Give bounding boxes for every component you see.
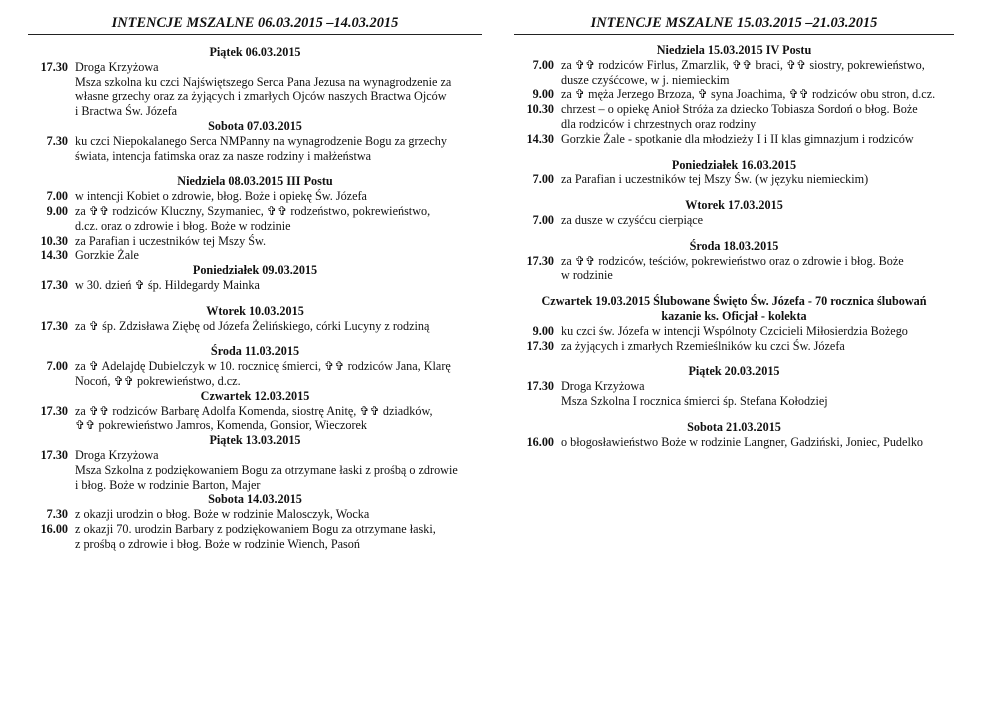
day-title: Środa 18.03.2015 bbox=[689, 238, 779, 253]
mass-time: 16.00 bbox=[40, 521, 68, 536]
mass-time: 14.30 bbox=[40, 248, 68, 263]
day-block bbox=[28, 119, 482, 163]
mass-time: 9.00 bbox=[532, 323, 554, 338]
mass-time: 9.00 bbox=[532, 87, 554, 102]
intention-text: w 30. dzień ✞ śp. Hildegardy Mainka bbox=[75, 277, 260, 292]
intention-entry bbox=[514, 132, 954, 147]
day-block bbox=[28, 433, 482, 492]
intention-text: chrzest – o opiekę Anioł Stróża za dziecko Tobiasza Sordoń o błog. Boże dla rodziców i chrzestnych oraz rodziny bbox=[561, 102, 918, 131]
intention-entry bbox=[28, 448, 482, 492]
day-title: Piątek 06.03.2015 bbox=[209, 45, 301, 59]
intention-entry bbox=[28, 134, 482, 164]
mass-time: 7.00 bbox=[532, 172, 554, 187]
intention-text: za ✞✞ rodziców Kluczny, Szymaniec, ✞✞ rodzeństwo, pokrewieństwo, d.cz. oraz o zdrowie i błog. Boże w rodzinie bbox=[75, 203, 431, 233]
mass-time: 10.30 bbox=[526, 102, 554, 117]
mass-time: 17.30 bbox=[40, 59, 68, 74]
intention-entry bbox=[514, 435, 954, 450]
intention-entry bbox=[514, 58, 954, 88]
mass-time: 7.00 bbox=[532, 57, 554, 72]
mass-time: 7.00 bbox=[46, 359, 68, 374]
right-column-title: INTENCJE MSZALNE 15.03.2015 –21.03.2015 bbox=[514, 14, 954, 35]
day-title: Wtorek 17.03.2015 bbox=[685, 198, 783, 213]
left-days bbox=[28, 45, 482, 552]
day-title: Czwartek 12.03.2015 bbox=[200, 388, 310, 403]
intention-text: Droga Krzyżowa Msza szkolna ku czci Najświętszego Serca Pana Jezusa na wynagrodzenie za własne grzechy oraz za żyjących i zmarłych Ojców naszych Bractwa Ojców i Bractwa Św. Józefa bbox=[75, 59, 452, 119]
intention-entry bbox=[28, 404, 482, 434]
intention-entry bbox=[28, 60, 482, 119]
intention-text: za Parafian i uczestników tej Mszy Św. (w języku niemieckim) bbox=[561, 172, 869, 187]
intention-text: Droga Krzyżowa Msza Szkolna z podziękowaniem Bogu za otrzymane łaski z prośbą o zdrowie i błog. Boże w rodzinie Barton, Majer bbox=[75, 447, 458, 492]
intention-text: za ✞✞ rodziców Barbarę Adolfa Komenda, siostrę Anitę, ✞✞ dziadków, ✞✞ pokrewieństwo Jamros, Komenda, Gonsior, Wieczorek bbox=[75, 403, 433, 433]
intention-text: Gorzkie Żale - spotkanie dla młodzieży I i II klas gimnazjum i rodziców bbox=[561, 131, 914, 146]
mass-time: 17.30 bbox=[526, 379, 554, 394]
mass-time: 17.30 bbox=[40, 447, 68, 462]
mass-time: 17.30 bbox=[40, 318, 68, 333]
day-block bbox=[28, 492, 482, 551]
mass-time: 17.30 bbox=[40, 277, 68, 292]
intention-text: o błogosławieństwo Boże w rodzinie Langner, Gadziński, Joniec, Pudelko bbox=[561, 434, 924, 449]
intention-entry bbox=[514, 87, 954, 102]
intention-entry bbox=[28, 204, 482, 234]
mass-time: 7.00 bbox=[532, 212, 554, 227]
day-title: Sobota 21.03.2015 bbox=[687, 419, 781, 434]
day-title: Poniedziałek 09.03.2015 bbox=[192, 263, 318, 278]
day-block bbox=[514, 420, 954, 450]
intention-entry bbox=[514, 213, 954, 228]
right-days bbox=[514, 43, 954, 449]
intention-text: za ✞✞ rodziców, teściów, pokrewieństwo oraz o zdrowie i błog. Boże w rodzinie bbox=[561, 253, 904, 283]
mass-time: 17.30 bbox=[526, 338, 554, 353]
mass-time: 17.30 bbox=[526, 253, 554, 268]
intention-entry bbox=[514, 254, 954, 284]
left-column bbox=[28, 14, 482, 552]
intention-text: ku czci Niepokalanego Serca NMPanny na wynagrodzenie Bogu za grzechy świata, intencja fatimska oraz za nasze rodziny i małżeństwa bbox=[75, 133, 447, 163]
day-block bbox=[514, 198, 954, 228]
day-title: Wtorek 10.03.2015 bbox=[206, 303, 304, 318]
mass-time: 14.30 bbox=[526, 131, 554, 146]
intention-text: za ✞✞ rodziców Firlus, Zmarzlik, ✞✞ braci, ✞✞ siostry, pokrewieństwo, dusze czyśćcowe, w j. niemieckim bbox=[561, 57, 925, 87]
day-title: Niedziela 15.03.2015 IV Postu bbox=[656, 43, 812, 57]
intention-entry bbox=[28, 234, 482, 249]
intention-entry bbox=[28, 359, 482, 389]
mass-time: 17.30 bbox=[40, 403, 68, 418]
intention-entry bbox=[514, 339, 954, 354]
intention-text: za ✞ męża Jerzego Brzoza, ✞ syna Joachima, ✞✞ rodziców obu stron, d.cz. bbox=[561, 87, 936, 102]
intention-text: z okazji 70. urodzin Barbary z podziękowaniem Bogu za otrzymane łaski, z prośbą o zdrowie i błog. Boże w rodzinie Wiench, Pasoń bbox=[75, 521, 436, 551]
intention-text: z okazji urodzin o błog. Boże w rodzinie Malosczyk, Wocka bbox=[75, 507, 370, 522]
day-title: Czwartek 19.03.2015 Ślubowane Święto Św. Józefa - 70 rocznica ślubowań kazanie ks. Oficjał - kolekta bbox=[541, 294, 927, 323]
day-block bbox=[28, 304, 482, 334]
day-block bbox=[28, 45, 482, 119]
intention-entry bbox=[28, 278, 482, 293]
day-block bbox=[514, 364, 954, 408]
day-block bbox=[514, 239, 954, 283]
intention-text: w intencji Kobiet o zdrowie, błog. Boże i opiekę Św. Józefa bbox=[75, 189, 367, 204]
intention-entry bbox=[28, 507, 482, 522]
intention-text: Droga Krzyżowa Msza Szkolna I rocznica śmierci śp. Stefana Kołodziej bbox=[561, 379, 828, 408]
mass-time: 7.30 bbox=[46, 133, 68, 148]
intention-entry bbox=[514, 324, 954, 339]
day-title: Sobota 07.03.2015 bbox=[208, 118, 302, 133]
left-column-title: INTENCJE MSZALNE 06.03.2015 –14.03.2015 bbox=[28, 14, 482, 35]
mass-time: 7.00 bbox=[46, 189, 68, 204]
day-block bbox=[28, 344, 482, 388]
mass-time: 7.30 bbox=[46, 507, 68, 522]
intention-text: ku czci św. Józefa w intencji Wspólnoty Czcicieli Miłosierdzia Bożego bbox=[561, 323, 908, 338]
intention-entry bbox=[28, 248, 482, 263]
intention-entry bbox=[28, 189, 482, 204]
day-block bbox=[514, 158, 954, 188]
intention-text: za Parafian i uczestników tej Mszy Św. bbox=[75, 233, 267, 248]
day-block bbox=[514, 43, 954, 147]
mass-time: 10.30 bbox=[40, 233, 68, 248]
intention-text: za żyjących i zmarłych Rzemieślników ku czci Św. Józefa bbox=[561, 338, 845, 353]
intention-entry bbox=[28, 319, 482, 334]
mass-time: 16.00 bbox=[526, 434, 554, 449]
intention-entry bbox=[514, 102, 954, 132]
day-block bbox=[28, 389, 482, 433]
intention-text: za dusze w czyśćcu cierpiące bbox=[561, 212, 704, 227]
intention-text: za ✞ śp. Zdzisława Ziębę od Józefa Żelińskiego, córki Lucyny z rodziną bbox=[75, 318, 430, 333]
day-block bbox=[514, 294, 954, 353]
intention-text: za ✞ Adelajdę Dubielczyk w 10. rocznicę śmierci, ✞✞ rodziców Jana, Klarę Nocoń, ✞✞ pokrewieństwo, d.cz. bbox=[75, 359, 451, 388]
intention-entry bbox=[514, 172, 954, 187]
intention-entry bbox=[514, 379, 954, 409]
day-block bbox=[28, 263, 482, 293]
intention-entry bbox=[28, 522, 482, 552]
day-title: Środa 11.03.2015 bbox=[210, 344, 300, 359]
day-block bbox=[28, 174, 482, 263]
day-title: Niedziela 08.03.2015 III Postu bbox=[177, 174, 333, 189]
day-title: Piątek 20.03.2015 bbox=[688, 364, 780, 379]
right-column bbox=[514, 14, 954, 449]
day-title: Piątek 13.03.2015 bbox=[209, 433, 301, 448]
mass-time: 9.00 bbox=[46, 203, 68, 218]
day-title: Sobota 14.03.2015 bbox=[208, 492, 302, 507]
intention-text: Gorzkie Żale bbox=[75, 248, 139, 263]
day-title: Poniedziałek 16.03.2015 bbox=[671, 157, 797, 172]
